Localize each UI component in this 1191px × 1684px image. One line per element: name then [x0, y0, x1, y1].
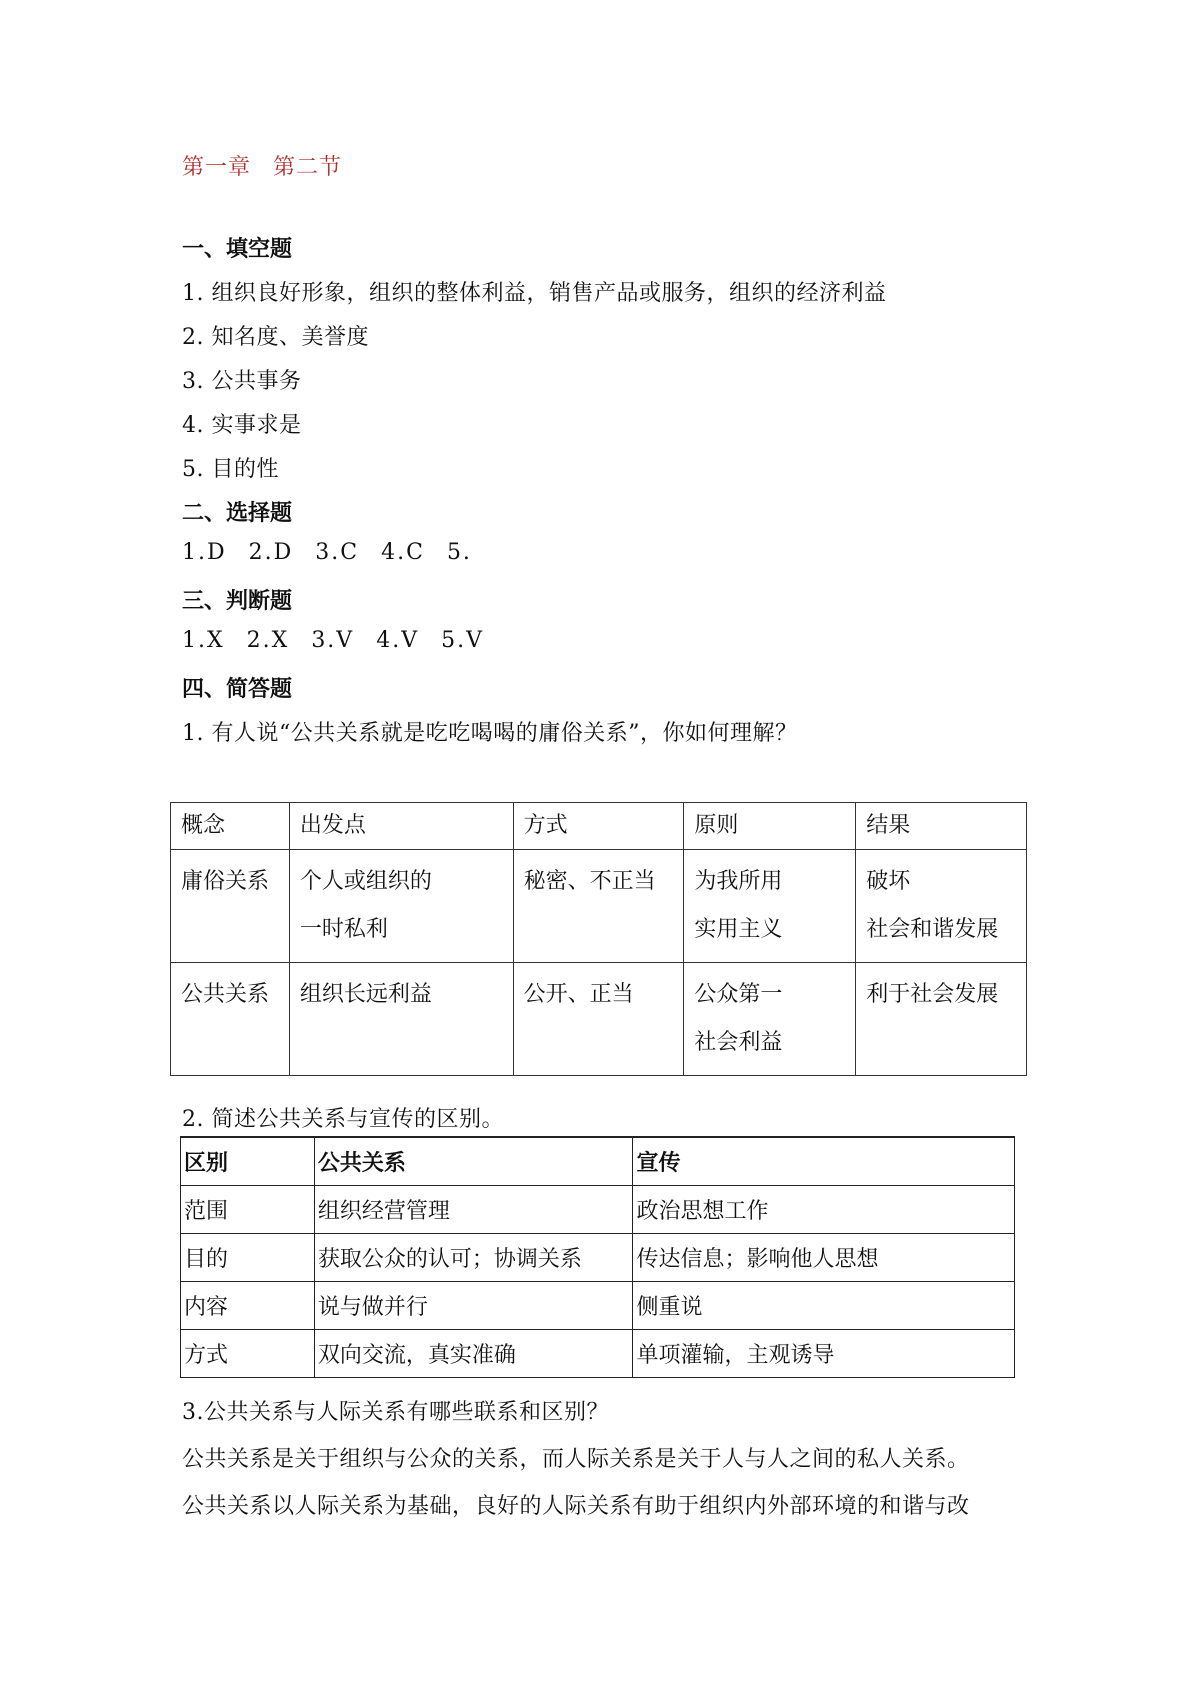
table-cell: 传达信息；影响他人思想	[633, 1234, 1015, 1282]
answer-3-line-1: 公共关系是关于组织与公众的关系，而人际关系是关于人与人之间的私人关系。	[182, 1447, 970, 1472]
table-header-cell: 出发点	[289, 803, 513, 850]
judge-answers	[182, 628, 506, 653]
choice-answer: 4.C	[381, 540, 425, 565]
fill-item-3: 3. 公共事务	[182, 369, 302, 394]
comparison-table-2	[180, 1136, 1015, 1378]
table-cell: 侧重说	[633, 1282, 1015, 1330]
table-cell: 破坏 社会和谐发展	[856, 850, 1027, 963]
table-cell: 政治思想工作	[633, 1186, 1015, 1234]
table-cell: 目的	[181, 1234, 315, 1282]
table-header-cell: 宣传	[633, 1137, 1015, 1186]
table-cell: 组织长远利益	[289, 963, 513, 1076]
judge-answer: 3.V	[311, 628, 355, 653]
table-header-cell: 结果	[856, 803, 1027, 850]
table-row	[181, 1186, 1015, 1234]
answer-3-line-2: 公共关系以人际关系为基础，良好的人际关系有助于组织内外部环境的和谐与改	[182, 1494, 970, 1519]
table-row	[171, 850, 1027, 963]
table-row	[181, 1282, 1015, 1330]
table-cell: 个人或组织的 一时私利	[289, 850, 513, 963]
table-cell: 范围	[181, 1186, 315, 1234]
comparison-table-1	[170, 802, 1027, 1076]
table-cell: 说与做并行	[314, 1282, 633, 1330]
table-cell: 公开、正当	[513, 963, 684, 1076]
table-cell: 内容	[181, 1282, 315, 1330]
judge-answer: 2.X	[246, 628, 290, 653]
table-cell: 为我所用 实用主义	[684, 850, 856, 963]
choice-answer: 1.D	[182, 540, 227, 565]
table-cell: 公众第一 社会利益	[684, 963, 856, 1076]
table-header-cell: 方式	[513, 803, 684, 850]
section-heading-choice: 二、选择题	[182, 501, 293, 526]
table-row	[171, 963, 1027, 1076]
table-cell: 利于社会发展	[856, 963, 1027, 1076]
table-cell: 单项灌输，主观诱导	[633, 1330, 1015, 1378]
table-header-row	[171, 803, 1027, 850]
choice-answer: 3.C	[315, 540, 360, 565]
table-row	[181, 1330, 1015, 1378]
table-cell: 秘密、不正当	[513, 850, 684, 963]
table-header-cell: 区别	[181, 1137, 315, 1186]
table-cell: 组织经营管理	[314, 1186, 633, 1234]
judge-answer: 5.V	[441, 628, 484, 653]
table-cell: 庸俗关系	[171, 850, 290, 963]
table-header-cell: 概念	[171, 803, 290, 850]
short-question-1: 1. 有人说“公共关系就是吃吃喝喝的庸俗关系”，你如何理解？	[182, 721, 798, 746]
choice-answer: 2.D	[248, 540, 294, 565]
judge-answer: 4.V	[376, 628, 420, 653]
short-question-2: 2. 简述公共关系与宣传的区别。	[182, 1107, 504, 1132]
fill-item-5: 5. 目的性	[182, 457, 279, 482]
choice-answers	[182, 540, 494, 565]
fill-item-1: 1. 组织良好形象，组织的整体利益，销售产品或服务，组织的经济利益	[182, 281, 887, 306]
table-header-cell: 公共关系	[314, 1137, 633, 1186]
table-cell: 方式	[181, 1330, 315, 1378]
table-cell: 获取公众的认可；协调关系	[314, 1234, 633, 1282]
table-cell: 双向交流，真实准确	[314, 1330, 633, 1378]
table-cell: 公共关系	[171, 963, 290, 1076]
short-question-3: 3.公共关系与人际关系有哪些联系和区别？	[182, 1400, 609, 1425]
fill-item-2: 2. 知名度、美誉度	[182, 325, 369, 350]
table-header-cell: 原则	[684, 803, 856, 850]
section-heading-short: 四、简答题	[182, 677, 293, 702]
table-header-row	[181, 1137, 1015, 1186]
section-heading-fill: 一、填空题	[182, 237, 293, 262]
fill-item-4: 4. 实事求是	[182, 413, 302, 438]
chapter-title: 第一章 第二节	[182, 155, 342, 180]
table-row	[181, 1234, 1015, 1282]
judge-answer: 1.X	[182, 628, 225, 653]
choice-answer: 5.	[446, 540, 472, 565]
section-heading-judge: 三、判断题	[182, 589, 293, 614]
